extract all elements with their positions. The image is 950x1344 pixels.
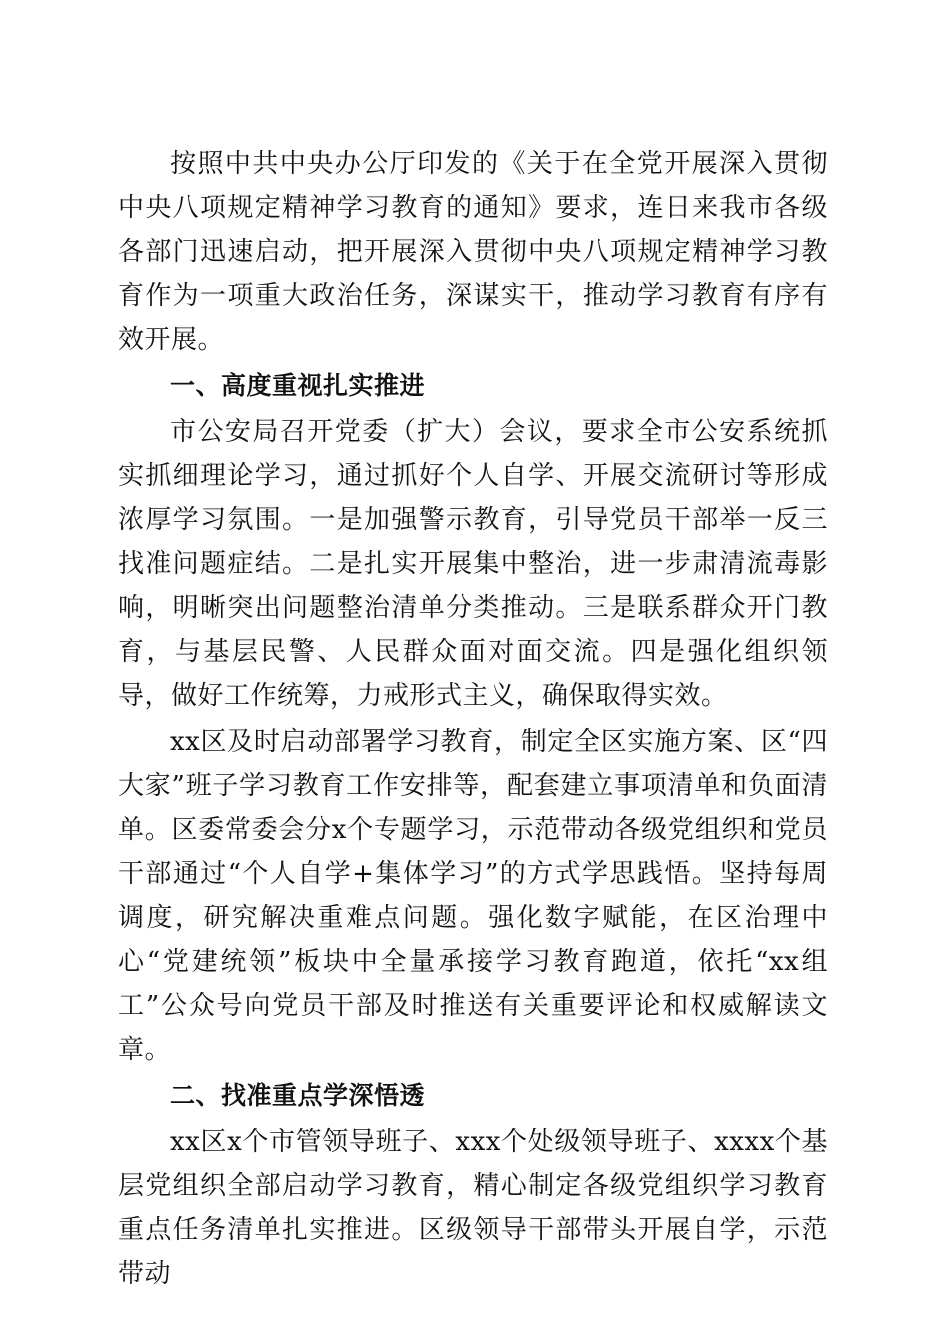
document-body <box>118 142 828 1298</box>
paragraph-district-leadership: xx区x个市管领导班子、xxx个处级领导班子、xxxx个基层党组织全部启动学习教育，精心制定各级党组织学习教育重点任务清单扎实推进。区级领导干部带头开展自学，示范带动 <box>118 1127 828 1289</box>
paragraph-district-deployment: xx区及时启动部署学习教育，制定全区实施方案、区“四大家”班子学习教育工作安排等，配套建立事项清单和负面清单。区委常委会分x个专题学习，示范带动各级党组织和党员干部通过“个人自学+集体学习”的方式学思践悟。坚持每周调度，研究解决重难点问题。强化数字赋能，在区治理中心“党建统领”板块中全量承接学习教育跑道，依托“xx组工”公众号向党员干部及时推送有关重要评论和权威解读文章。 <box>118 727 828 1065</box>
section-heading-2: 二、找准重点学深悟透 <box>170 1081 426 1110</box>
paragraph-police-bureau: 市公安局召开党委（扩大）会议，要求全市公安系统抓实抓细理论学习，通过抓好个人自学、开展交流研讨等形成浓厚学习氛围。一是加强警示教育，引导党员干部举一反三找准问题症结。二是扎实开展集中整治，进一步肃清流毒影响，明晰突出问题整治清单分类推动。三是联系群众开门教育，与基层民警、人民群众面对面交流。四是强化组织领导，做好工作统筹，力戒形式主义，确保取得实效。 <box>118 417 828 711</box>
intro-paragraph: 按照中共中央办公厅印发的《关于在全党开展深入贯彻中央八项规定精神学习教育的通知》要求，连日来我市各级各部门迅速启动，把开展深入贯彻中央八项规定精神学习教育作为一项重大政治任务，深谋实干，推动学习教育有序有效开展。 <box>118 149 828 355</box>
section-heading-1: 一、高度重视扎实推进 <box>170 371 426 400</box>
